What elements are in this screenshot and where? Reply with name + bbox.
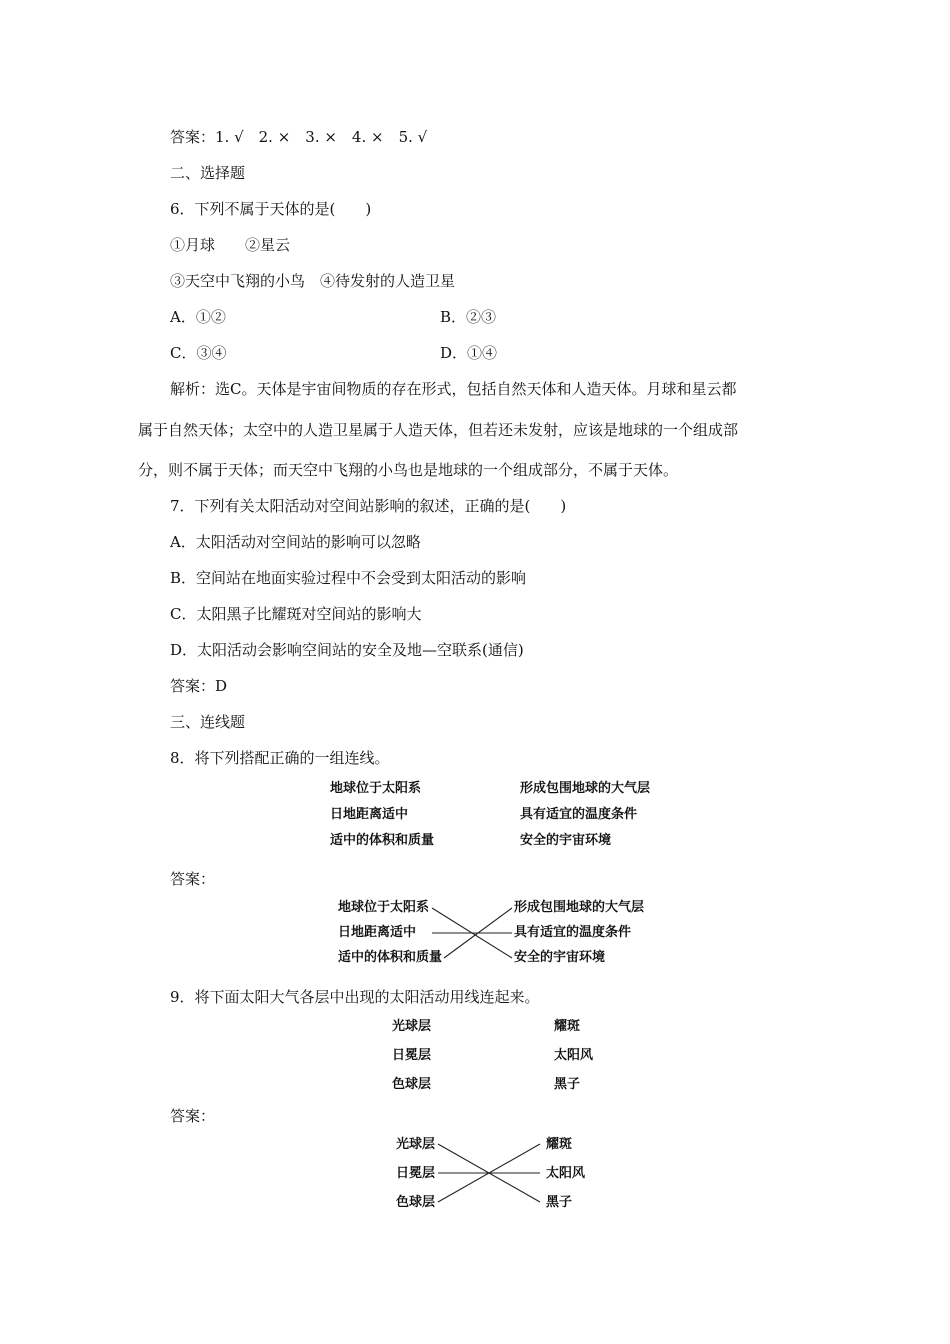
section-heading-matching: 三、连线题	[170, 713, 246, 731]
q7-stem: 7．下列有关太阳活动对空间站影响的叙述，正确的是( )	[170, 497, 567, 515]
q8-answer-left-item: 适中的体积和质量	[338, 950, 443, 965]
q6-stem: 6．下列不属于天体的是( )	[170, 200, 372, 218]
q6-option-c: C．③④	[170, 344, 227, 362]
q8-answer-right-item: 安全的宇宙环境	[514, 950, 606, 965]
section-heading-choice: 二、选择题	[170, 164, 246, 182]
answers-true-false: 答案：1. √ 2. × 3. × 4. × 5. √	[170, 128, 428, 146]
q9-answer-left-item: 光球层	[396, 1137, 436, 1152]
q8-right-item: 安全的宇宙环境	[520, 833, 612, 848]
q8-answer-label: 答案：	[170, 870, 216, 888]
q9-right-item: 太阳风	[554, 1048, 594, 1063]
q9-right-item: 耀斑	[554, 1019, 581, 1034]
q9-answer-right-item: 耀斑	[546, 1137, 573, 1152]
q8-connector-lines	[430, 895, 516, 975]
q8-left-item: 日地距离适中	[330, 807, 409, 822]
q6-items-line2: ③天空中飞翔的小鸟 ④待发射的人造卫星	[170, 272, 456, 290]
q8-right-item: 形成包围地球的大气层	[520, 781, 651, 796]
q7-answer: 答案：D	[170, 677, 228, 695]
q6-items-line1: ①月球 ②星云	[170, 236, 291, 254]
q8-answer-left-item: 日地距离适中	[338, 925, 417, 940]
q8-left-item: 地球位于太阳系	[330, 781, 422, 796]
q9-stem: 9．将下面太阳大气各层中出现的太阳活动用线连起来。	[170, 988, 540, 1006]
q7-option-d: D．太阳活动会影响空间站的安全及地—空联系(通信)	[170, 641, 524, 659]
q9-connector-lines	[436, 1132, 544, 1218]
q7-option-a: A．太阳活动对空间站的影响可以忽略	[170, 533, 421, 551]
q6-option-b: B．②③	[440, 308, 497, 326]
q9-answer-label: 答案：	[170, 1107, 216, 1125]
q9-left-item: 日冕层	[392, 1048, 432, 1063]
q6-analysis-line2: 属于自然天体；太空中的人造卫星属于人造天体，但若还未发射，应该是地球的一个组成部	[138, 421, 739, 439]
q8-left-item: 适中的体积和质量	[330, 833, 435, 848]
q9-answer-left-item: 色球层	[396, 1195, 436, 1210]
q6-option-d: D．①④	[440, 344, 498, 362]
q9-answer-left-item: 日冕层	[396, 1166, 436, 1181]
q8-answer-left-item: 地球位于太阳系	[338, 900, 430, 915]
q9-right-item: 黑子	[554, 1077, 581, 1092]
q9-answer-right-item: 黑子	[546, 1195, 573, 1210]
q6-analysis-line1: 解析：选C。天体是宇宙间物质的存在形式，包括自然天体和人造天体。月球和星云都	[170, 380, 737, 398]
q9-answer-right-item: 太阳风	[546, 1166, 586, 1181]
q7-option-c: C．太阳黑子比耀斑对空间站的影响大	[170, 605, 422, 623]
q9-left-item: 光球层	[392, 1019, 432, 1034]
q8-answer-right-item: 具有适宜的温度条件	[514, 925, 632, 940]
q7-option-b: B．空间站在地面实验过程中不会受到太阳活动的影响	[170, 569, 527, 587]
q8-stem: 8．将下列搭配正确的一组连线。	[170, 749, 390, 767]
q6-analysis-line3: 分，则不属于天体；而天空中飞翔的小鸟也是地球的一个组成部分，不属于天体。	[138, 461, 679, 479]
q9-left-item: 色球层	[392, 1077, 432, 1092]
q8-right-item: 具有适宜的温度条件	[520, 807, 638, 822]
q6-option-a: A．①②	[170, 308, 226, 326]
q8-answer-right-item: 形成包围地球的大气层	[514, 900, 645, 915]
